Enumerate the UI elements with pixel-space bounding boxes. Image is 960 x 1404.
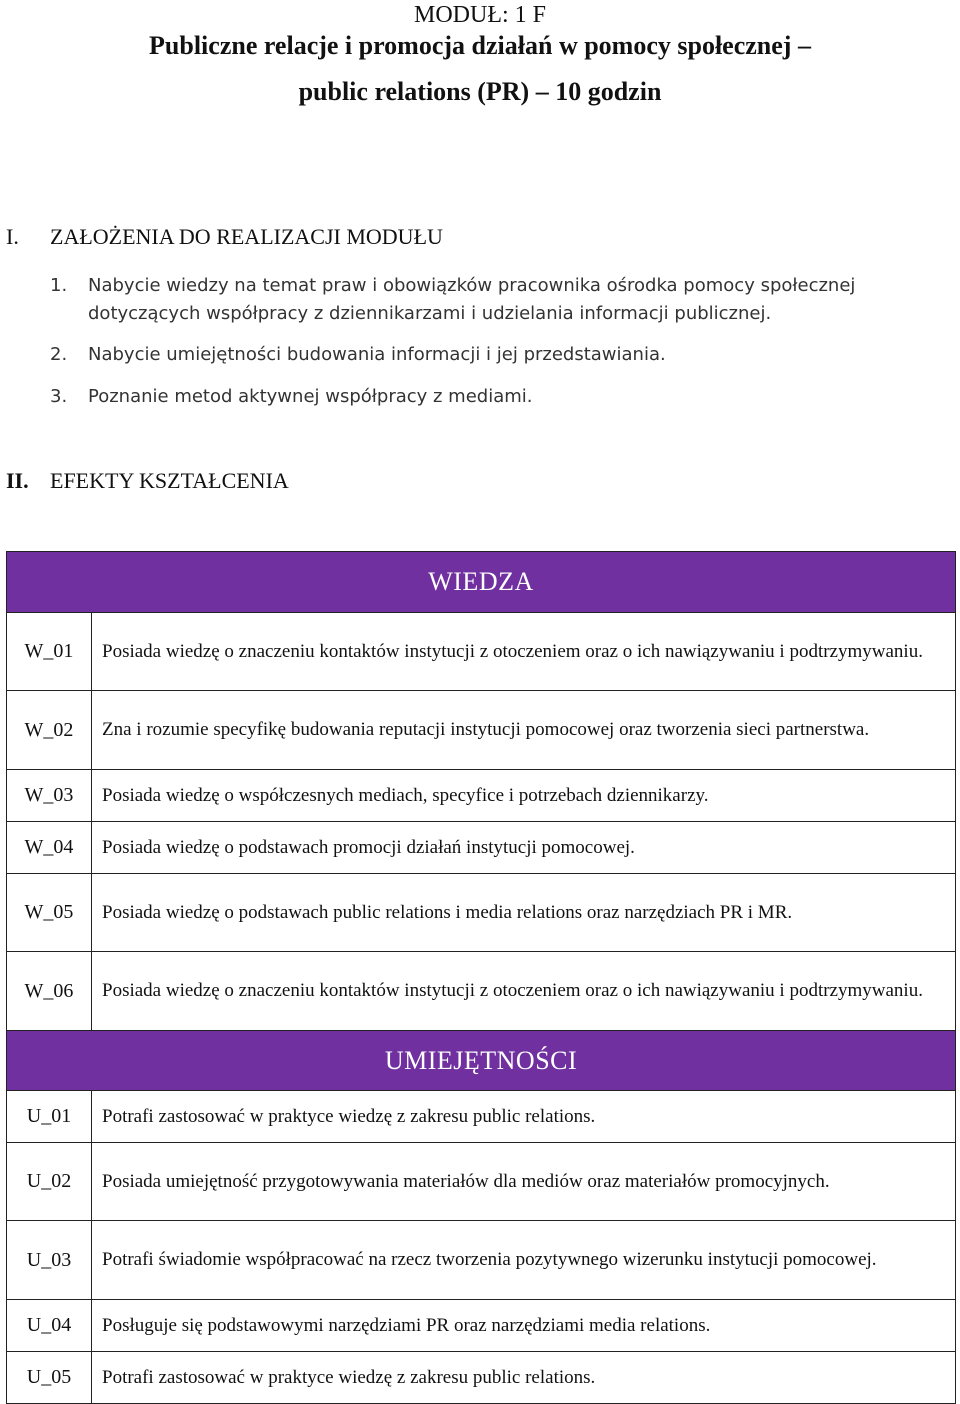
learning-outcomes-table xyxy=(6,551,956,1404)
outcome-description: Posiada wiedzę o współczesnych mediach, specyfice i potrzebach dziennikarzy. xyxy=(92,770,956,822)
outcome-description: Posiada wiedzę o znaczeniu kontaktów instytucji z otoczeniem oraz o ich nawiązywaniu i podtrzymywaniu. xyxy=(92,613,956,691)
module-title-line-1: Publiczne relacje i promocja działań w pomocy społecznej – xyxy=(149,31,811,60)
outcome-code: U_05 xyxy=(7,1352,92,1404)
list-item xyxy=(50,383,955,411)
outcome-code: W_02 xyxy=(7,691,92,770)
table-row xyxy=(7,822,956,874)
table-row xyxy=(7,691,956,770)
table-row xyxy=(7,1352,956,1404)
outcome-code: W_06 xyxy=(7,952,92,1031)
list-item-text: Nabycie wiedzy na temat praw i obowiązków pracownika ośrodka pomocy społecznej dotyczących współpracy z dziennikarzami i udzielania informacji publicznej. xyxy=(88,275,856,324)
list-item-text: Nabycie umiejętności budowania informacji i jej przedstawiania. xyxy=(88,344,666,365)
table-row xyxy=(7,770,956,822)
outcome-description: Posiada wiedzę o podstawach promocji działań instytucji pomocowej. xyxy=(92,822,956,874)
list-item xyxy=(50,341,955,369)
table-row xyxy=(7,1091,956,1143)
outcome-description: Posiada wiedzę o znaczeniu kontaktów instytucji z otoczeniem oraz o ich nawiązywaniu i podtrzymywaniu. xyxy=(92,952,956,1031)
section-1-number: I. xyxy=(6,224,19,249)
section-2-heading xyxy=(6,468,289,494)
outcome-description: Posiada wiedzę o podstawach public relations i media relations oraz narzędziach PR i MR. xyxy=(92,874,956,952)
module-label: MODUŁ: 1 F xyxy=(413,2,546,28)
list-item-number: 1. xyxy=(50,275,68,296)
outcome-description: Potrafi świadomie współpracować na rzecz tworzenia pozytywnego wizerunku instytucji pomocowej. xyxy=(92,1221,956,1300)
outcome-code: U_04 xyxy=(7,1300,92,1352)
list-item-number: 3. xyxy=(50,386,68,407)
outcome-code: W_03 xyxy=(7,770,92,822)
outcome-description: Posługuje się podstawowymi narzędziami PR oraz narzędziami media relations. xyxy=(92,1300,956,1352)
table-row xyxy=(7,1221,956,1300)
list-item-number: 2. xyxy=(50,344,68,365)
section-1-heading xyxy=(6,224,443,250)
umiejetnosci-heading: UMIEJĘTNOŚCI xyxy=(7,1031,956,1091)
outcome-code: W_05 xyxy=(7,874,92,952)
outcome-description: Zna i rozumie specyfikę budowania reputacji instytucji pomocowej oraz tworzenia sieci partnerstwa. xyxy=(92,691,956,770)
table-row xyxy=(7,1143,956,1221)
table-row xyxy=(7,1300,956,1352)
wiedza-heading: WIEDZA xyxy=(7,552,956,613)
outcome-code: W_04 xyxy=(7,822,92,874)
section-2-title: EFEKTY KSZTAŁCENIA xyxy=(50,468,289,493)
list-item-text: Poznanie metod aktywnej współpracy z mediami. xyxy=(88,386,533,407)
outcome-code: U_03 xyxy=(7,1221,92,1300)
table-row xyxy=(7,874,956,952)
section-1-title: ZAŁOŻENIA DO REALIZACJI MODUŁU xyxy=(50,224,443,249)
outcome-code: W_01 xyxy=(7,613,92,691)
outcome-description: Potrafi zastosować w praktyce wiedzę z zakresu public relations. xyxy=(92,1091,956,1143)
list-item xyxy=(50,272,955,328)
outcome-code: U_02 xyxy=(7,1143,92,1221)
outcome-description: Potrafi zastosować w praktyce wiedzę z zakresu public relations. xyxy=(92,1352,956,1404)
table-row xyxy=(7,613,956,691)
module-title-line-2: public relations (PR) – 10 godzin xyxy=(298,77,662,106)
table-row xyxy=(7,952,956,1031)
section-2-number: II. xyxy=(6,468,29,493)
outcome-code: U_01 xyxy=(7,1091,92,1143)
outcome-description: Posiada umiejętność przygotowywania materiałów dla mediów oraz materiałów promocyjnych. xyxy=(92,1143,956,1221)
